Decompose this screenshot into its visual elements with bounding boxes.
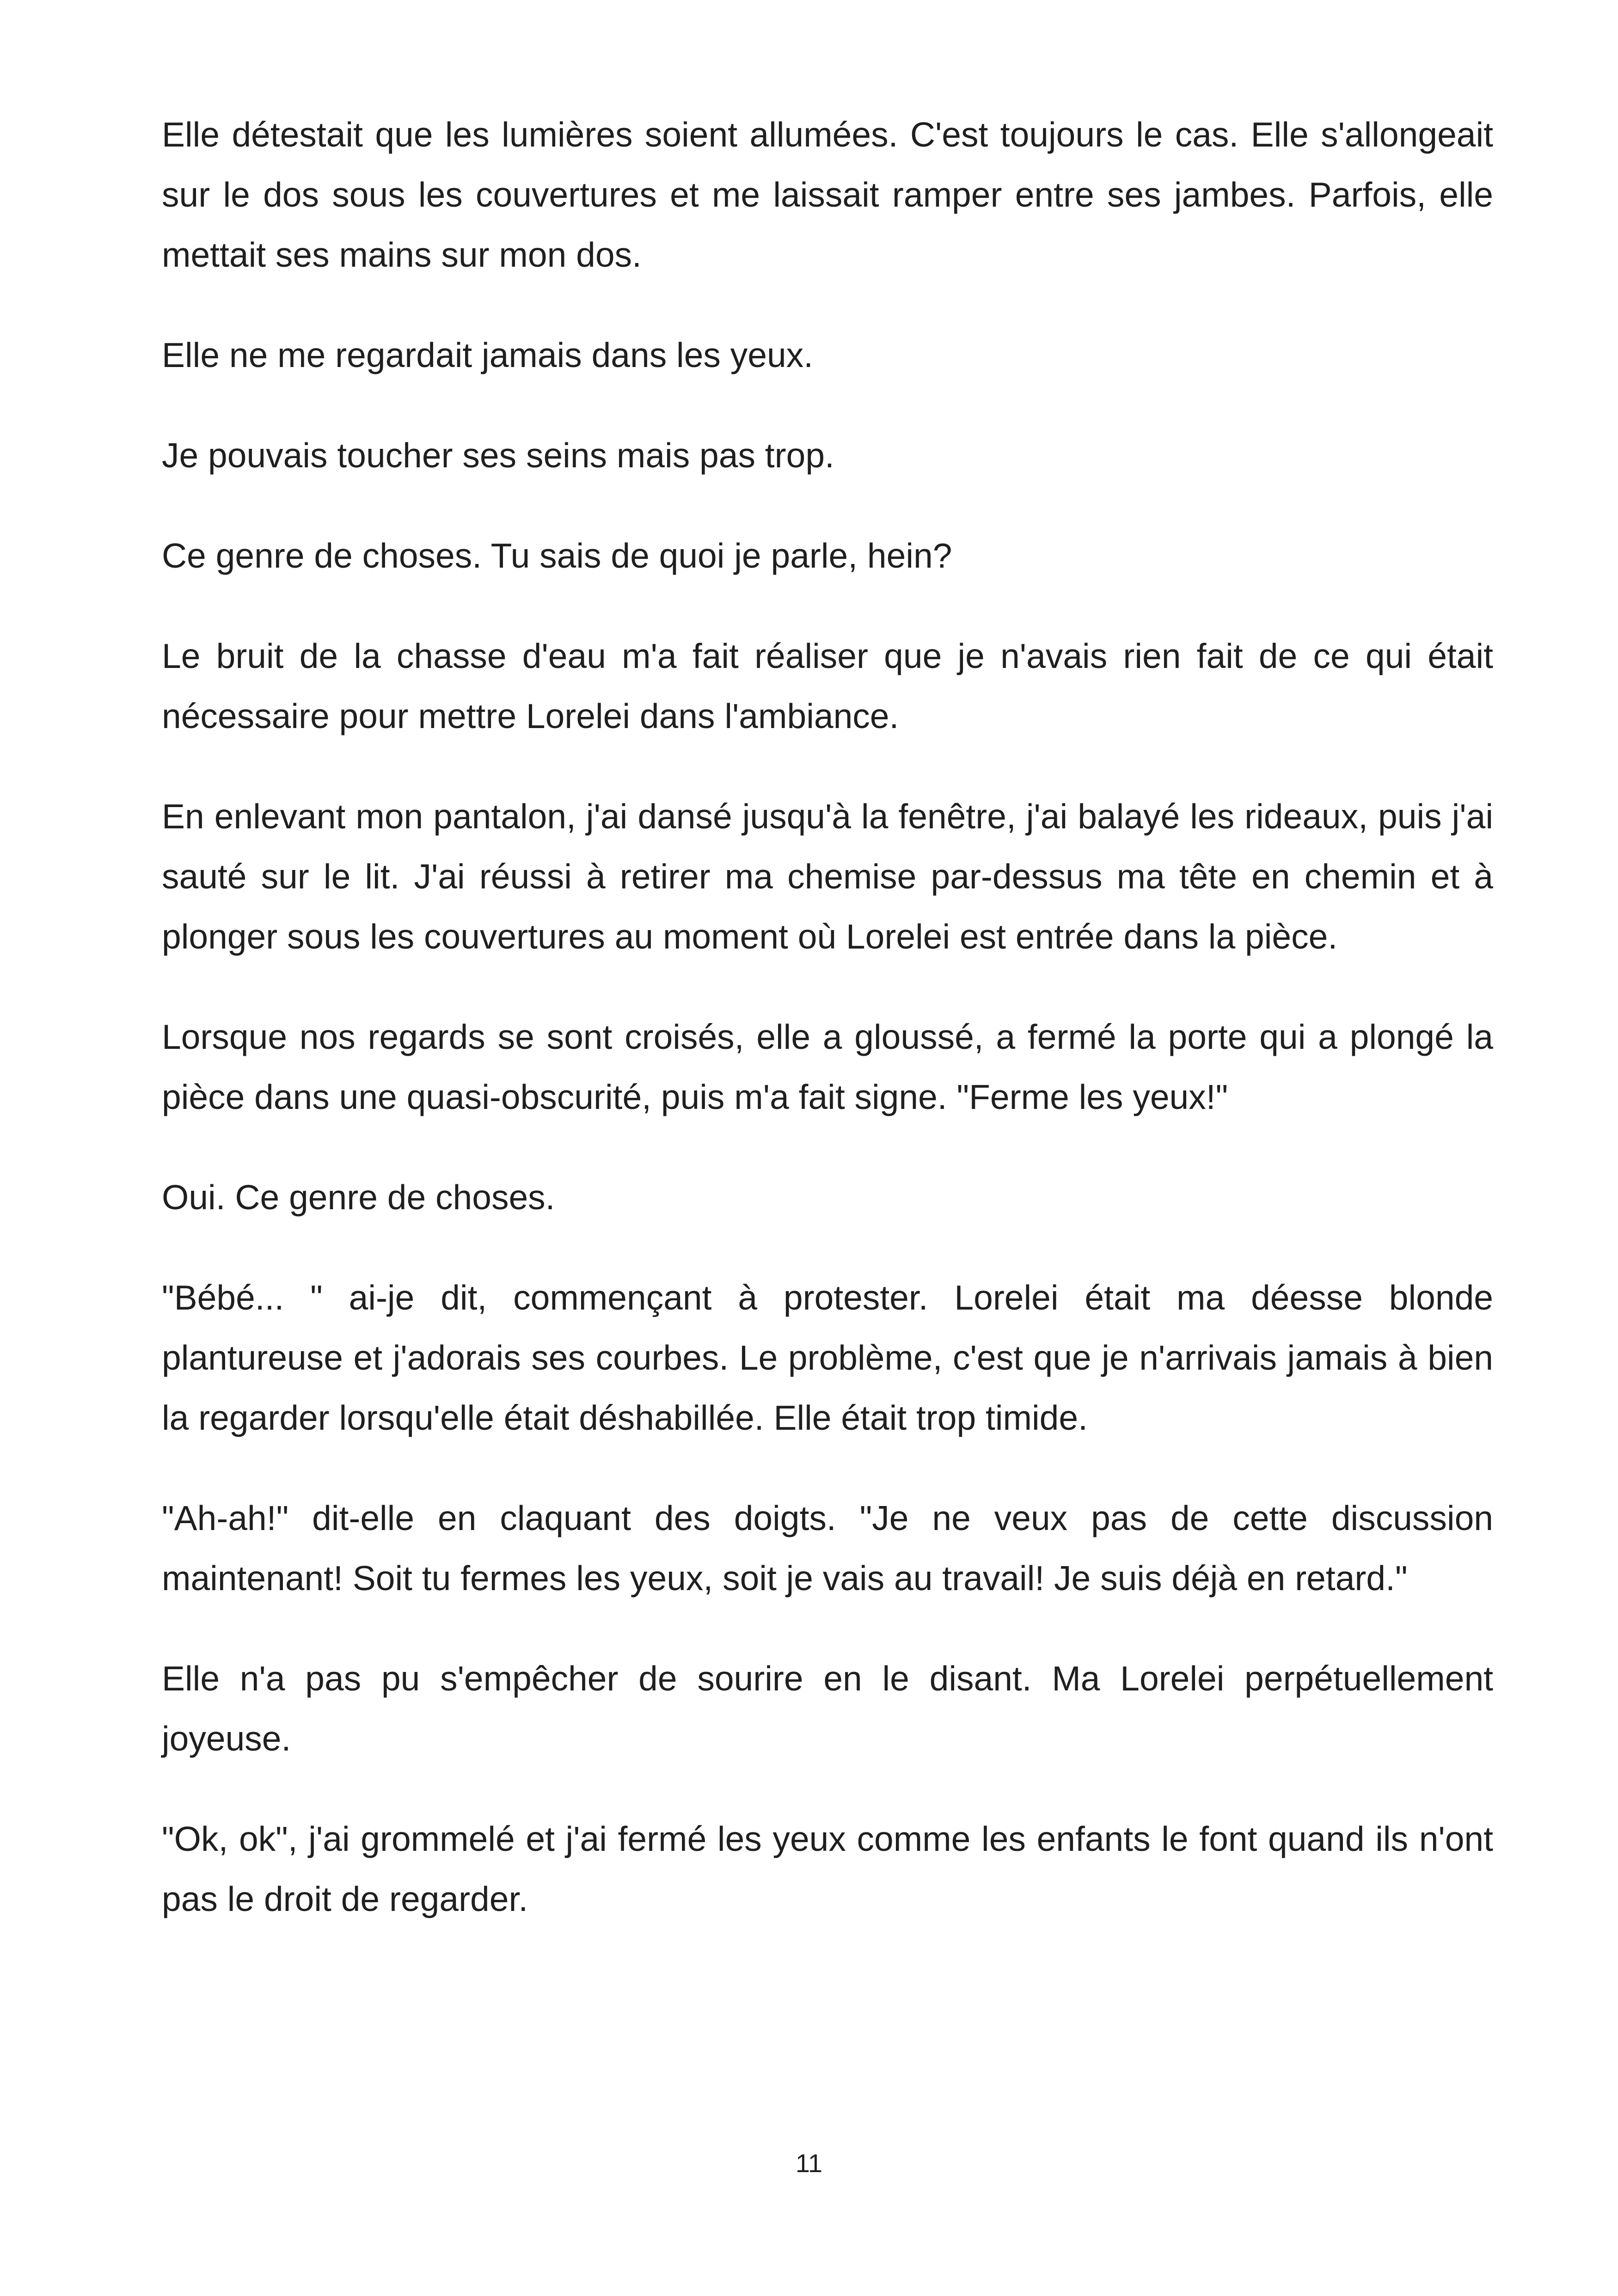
paragraph: Oui. Ce genre de choses. — [162, 1178, 555, 1217]
paragraph: "Bébé... " ai-je dit, commençant à protester. Lorelei était ma déesse blonde plantureuse et j'adorais ses courbes. Le problème, c'est que je n'arrivais jamais à bien la regarder lorsqu'elle était déshabillée. Elle était trop timide. — [162, 1278, 1493, 1437]
paragraph: Elle détestait que les lumières soient allumées. C'est toujours le cas. Elle s'allongeait sur le dos sous les couvertures et me laissait ramper entre ses jambes. Parfois, elle mettait ses mains sur mon dos. — [162, 115, 1493, 274]
paragraph: Lorsque nos regards se sont croisés, elle a gloussé, a fermé la porte qui a plongé la pièce dans une quasi-obscurité, puis m'a fait signe. "Ferme les yeux!" — [162, 1017, 1493, 1116]
paragraph: Elle n'a pas pu s'empêcher de sourire en le disant. Ma Lorelei perpétuellement joyeuse. — [162, 1659, 1493, 1758]
body-text — [162, 104, 1493, 1969]
paragraph: Je pouvais toucher ses seins mais pas trop. — [162, 436, 834, 475]
paragraph: En enlevant mon pantalon, j'ai dansé jusqu'à la fenêtre, j'ai balayé les rideaux, puis j'ai sauté sur le lit. J'ai réussi à retirer ma chemise par-dessus ma tête en chemin et à plonger sous les couvertures au moment où Lorelei est entrée dans la pièce. — [162, 797, 1493, 956]
paragraph: "Ok, ok", j'ai grommelé et j'ai fermé les yeux comme les enfants le font quand ils n'ont pas le droit de regarder. — [162, 1819, 1493, 1918]
paragraph: Le bruit de la chasse d'eau m'a fait réaliser que je n'avais rien fait de ce qui était nécessaire pour mettre Lorelei dans l'ambiance. — [162, 637, 1493, 735]
paragraph: Elle ne me regardait jamais dans les yeux. — [162, 336, 814, 374]
page-number: 11 — [795, 2149, 823, 2178]
paragraph: Ce genre de choses. Tu sais de quoi je parle, hein? — [162, 536, 952, 575]
paragraph: "Ah-ah!" dit-elle en claquant des doigts. "Je ne veux pas de cette discussion maintenant! Soit tu fermes les yeux, soit je vais au travail! Je suis déjà en retard." — [162, 1499, 1493, 1598]
